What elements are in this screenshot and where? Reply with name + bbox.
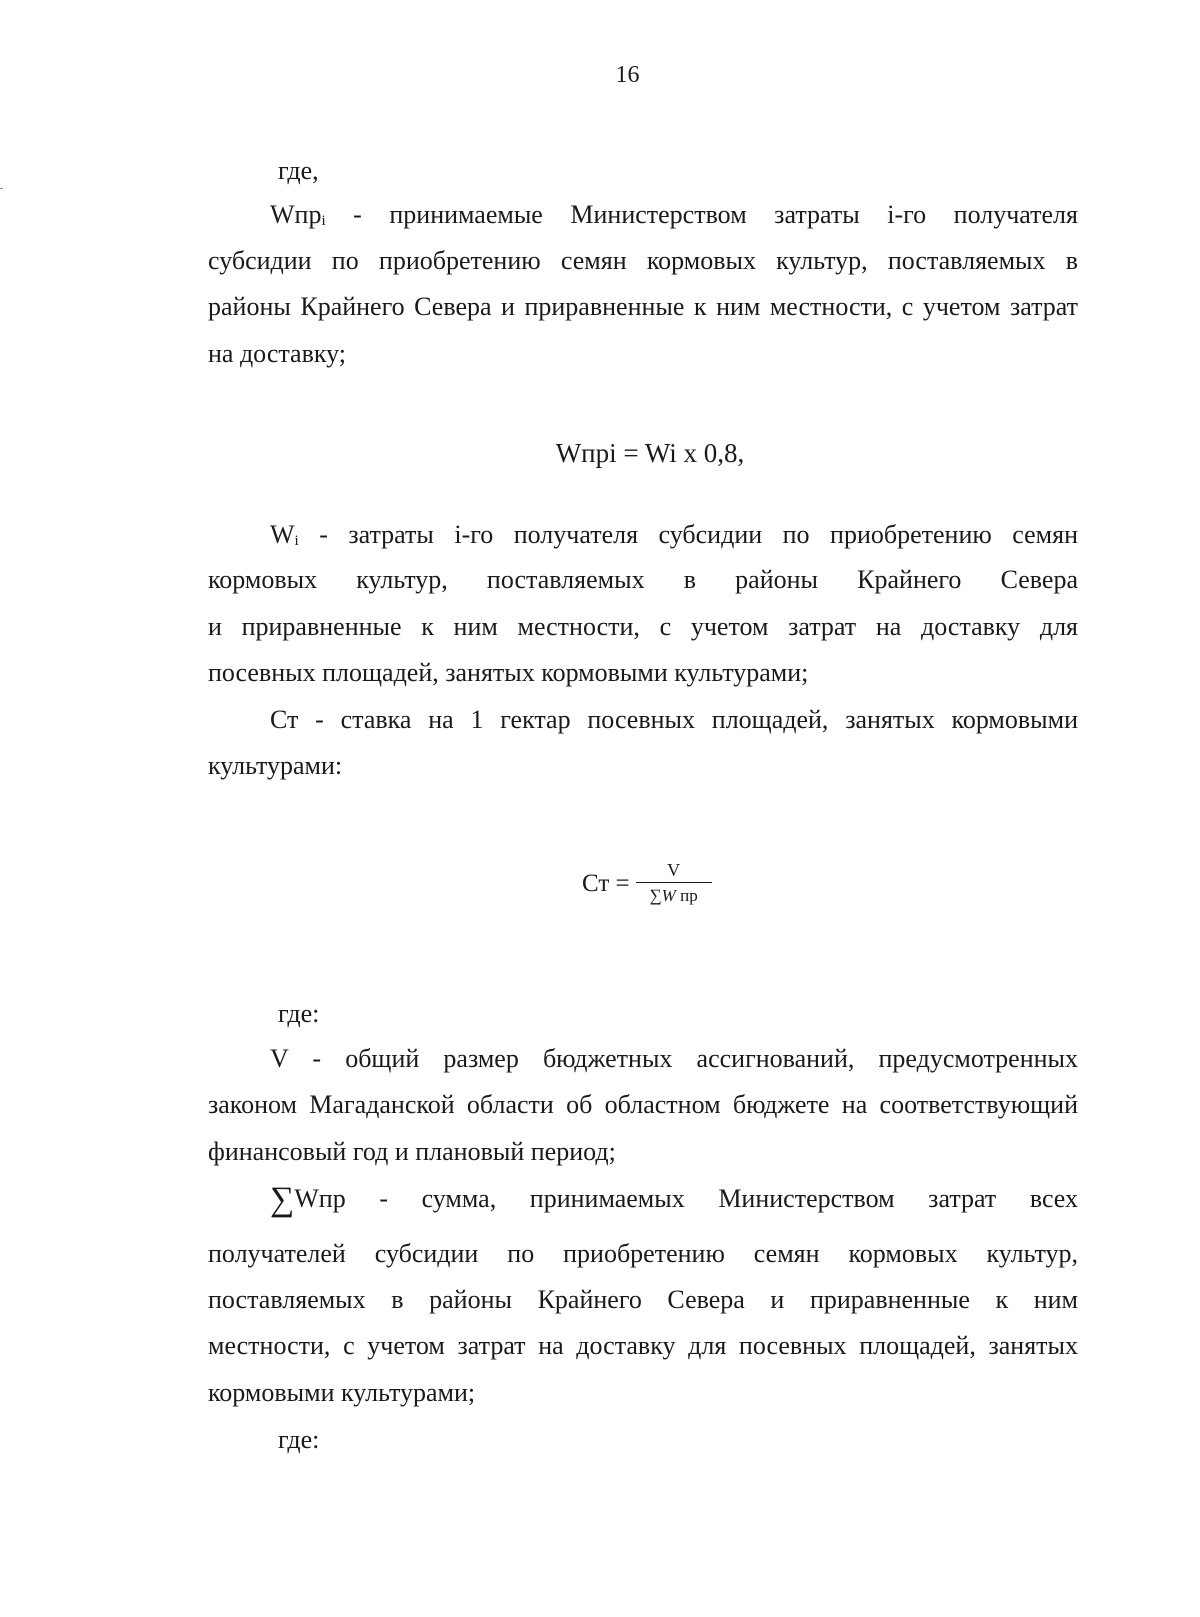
wi-definition-line-2: кормовых культур, поставляемых в районы Крайнего Севера [208,565,1078,594]
wi-symbol: W [270,520,295,549]
formula-wpri: Wпрi = Wi x 0,8, [555,438,745,468]
sum-wpr-definition-line-5: кормовыми культурами; [208,1378,476,1407]
wpr-subscript: i [321,213,326,229]
formula-st-lhs: Ст = [582,869,630,897]
wi-definition-line-3: и приравненные к ним местности, с учетом затрат на доставку для [208,612,1078,641]
wi-subscript: i [294,533,299,549]
wi-definition-text: - затраты i-го получателя субсидии по приобретению семян [298,520,1078,549]
wpr-definition-line-3: районы Крайнего Севера и приравненные к ним местности, с учетом затрат [208,292,1078,321]
formula-st [582,860,712,907]
wpr-definition-line-4: на доставку; [208,339,347,368]
denominator-w: W [661,886,676,905]
wpr-definition-line-2: субсидии по приобретению семян кормовых культур, поставляемых в [208,246,1078,275]
sum-sign: ∑ [649,886,662,905]
st-definition-line-2: культурами: [208,751,343,780]
wi-definition-line-1 [270,518,1078,558]
scan-edge-mark [0,188,3,189]
v-definition-line-1: V - общий размер бюджетных ассигнований, предусмотренных [270,1044,1078,1073]
v-definition-line-2: законом Магаданской области об областном бюджете на соответствующий [208,1090,1078,1119]
sum-wpr-definition-line-4: местности, с учетом затрат на доставку для посевных площадей, занятых [208,1331,1078,1360]
where-label-2: где: [278,999,320,1028]
formula-st-fraction [636,860,712,907]
wpr-symbol: Wпр [270,200,322,229]
where-label-3: где: [278,1425,320,1454]
formula-st-numerator: V [636,860,712,883]
v-definition-line-3: финансовый год и плановый период; [208,1137,616,1166]
sum-wpr-definition-line-1 [270,1182,1078,1217]
wpr-definition-text: - принимаемые Министерством затраты i-го получателя [325,200,1078,229]
sum-sign-large: ∑ [270,1181,295,1218]
st-definition-line-1: Ст - ставка на 1 гектар посевных площадей, занятых кормовыми [270,705,1078,734]
wi-definition-line-4: посевных площадей, занятых кормовыми культурами; [208,658,809,687]
sum-wpr-definition-line-2: получателей субсидии по приобретению семян кормовых культур, [208,1239,1078,1268]
sum-wpr-symbol: Wпр [294,1184,346,1213]
page-number: 16 [615,62,640,88]
wpr-definition-line-1 [270,198,1078,238]
denominator-subscript: пр [675,886,698,905]
sum-wpr-definition-text: - сумма, принимаемых Министерством затрат всех [345,1184,1078,1213]
formula-st-denominator [650,883,698,907]
sum-wpr-definition-line-3: поставляемых в районы Крайнего Севера и приравненные к ним [208,1285,1078,1314]
where-label-1: где, [278,156,319,185]
